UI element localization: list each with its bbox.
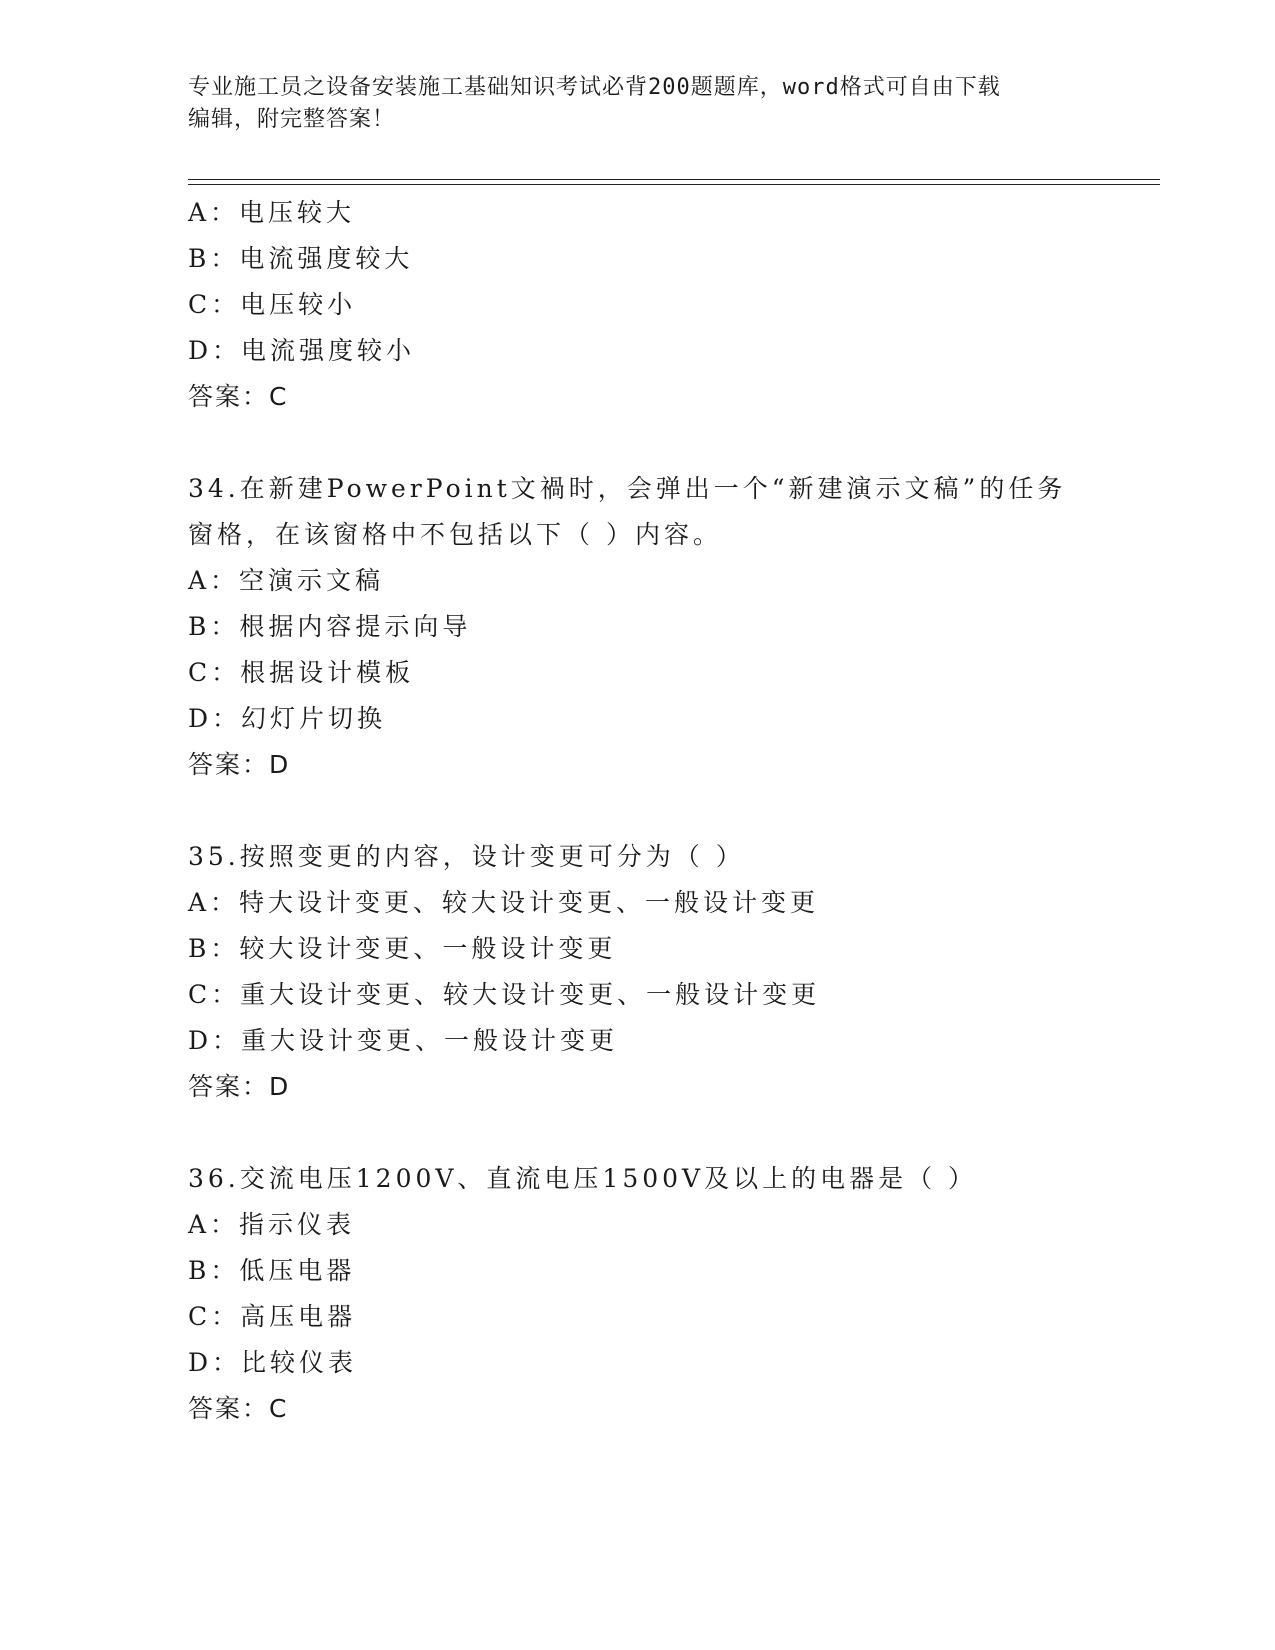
header-divider-top — [188, 179, 1160, 180]
option-b: B：根据内容提示向导 — [188, 612, 472, 641]
option-a: A：空演示文稿 — [188, 566, 385, 595]
question-spacer — [188, 1110, 1168, 1156]
option-c: C：根据设计模板 — [188, 658, 415, 687]
question-spacer — [188, 788, 1168, 834]
option-d: D：幻灯片切换 — [188, 704, 387, 733]
question-stem: 35.按照变更的内容，设计变更可分为（ ） — [188, 842, 745, 871]
header-title-line-2: 编辑，附完整答案！ — [188, 107, 396, 132]
question-list — [188, 190, 1168, 1432]
question-35 — [188, 834, 1168, 1110]
option-b: B：低压电器 — [188, 1256, 356, 1285]
question-33 — [188, 190, 1168, 420]
option-a: A：特大设计变更、较大设计变更、一般设计变更 — [188, 888, 820, 917]
answer-line: 答案：C — [188, 1394, 289, 1423]
option-d: D：比较仪表 — [188, 1348, 358, 1377]
option-c: C：高压电器 — [188, 1302, 357, 1331]
option-d: D：重大设计变更、一般设计变更 — [188, 1026, 619, 1055]
question-stem-line-1: 34.在新建PowerPoint文禍时，会弹出一个“新建演示文稿”的任务 — [188, 474, 1067, 503]
header-title-line-1: 专业施工员之设备安装施工基础知识考试必背200题题库，word格式可自由下载 — [188, 75, 1001, 100]
option-b: B：较大设计变更、一般设计变更 — [188, 934, 617, 963]
question-spacer — [188, 420, 1168, 466]
option-d: D：电流强度较小 — [188, 336, 416, 365]
question-stem-line-2: 窗格，在该窗格中不包括以下（ ）内容。 — [188, 520, 722, 549]
answer-line: 答案：D — [188, 750, 291, 779]
question-stem: 36.交流电压1200V、直流电压1500V及以上的电器是（ ） — [188, 1164, 978, 1193]
answer-line: 答案：C — [188, 382, 289, 411]
option-a: A：指示仪表 — [188, 1210, 356, 1239]
header-divider-bottom — [188, 184, 1160, 185]
question-36 — [188, 1156, 1168, 1432]
option-c: C：重大设计变更、较大设计变更、一般设计变更 — [188, 980, 821, 1009]
question-34 — [188, 466, 1168, 788]
option-a: A：电压较大 — [188, 198, 356, 227]
option-b: B：电流强度较大 — [188, 244, 414, 273]
option-c: C：电压较小 — [188, 290, 357, 319]
document-header — [188, 72, 1088, 136]
answer-line: 答案：D — [188, 1072, 291, 1101]
